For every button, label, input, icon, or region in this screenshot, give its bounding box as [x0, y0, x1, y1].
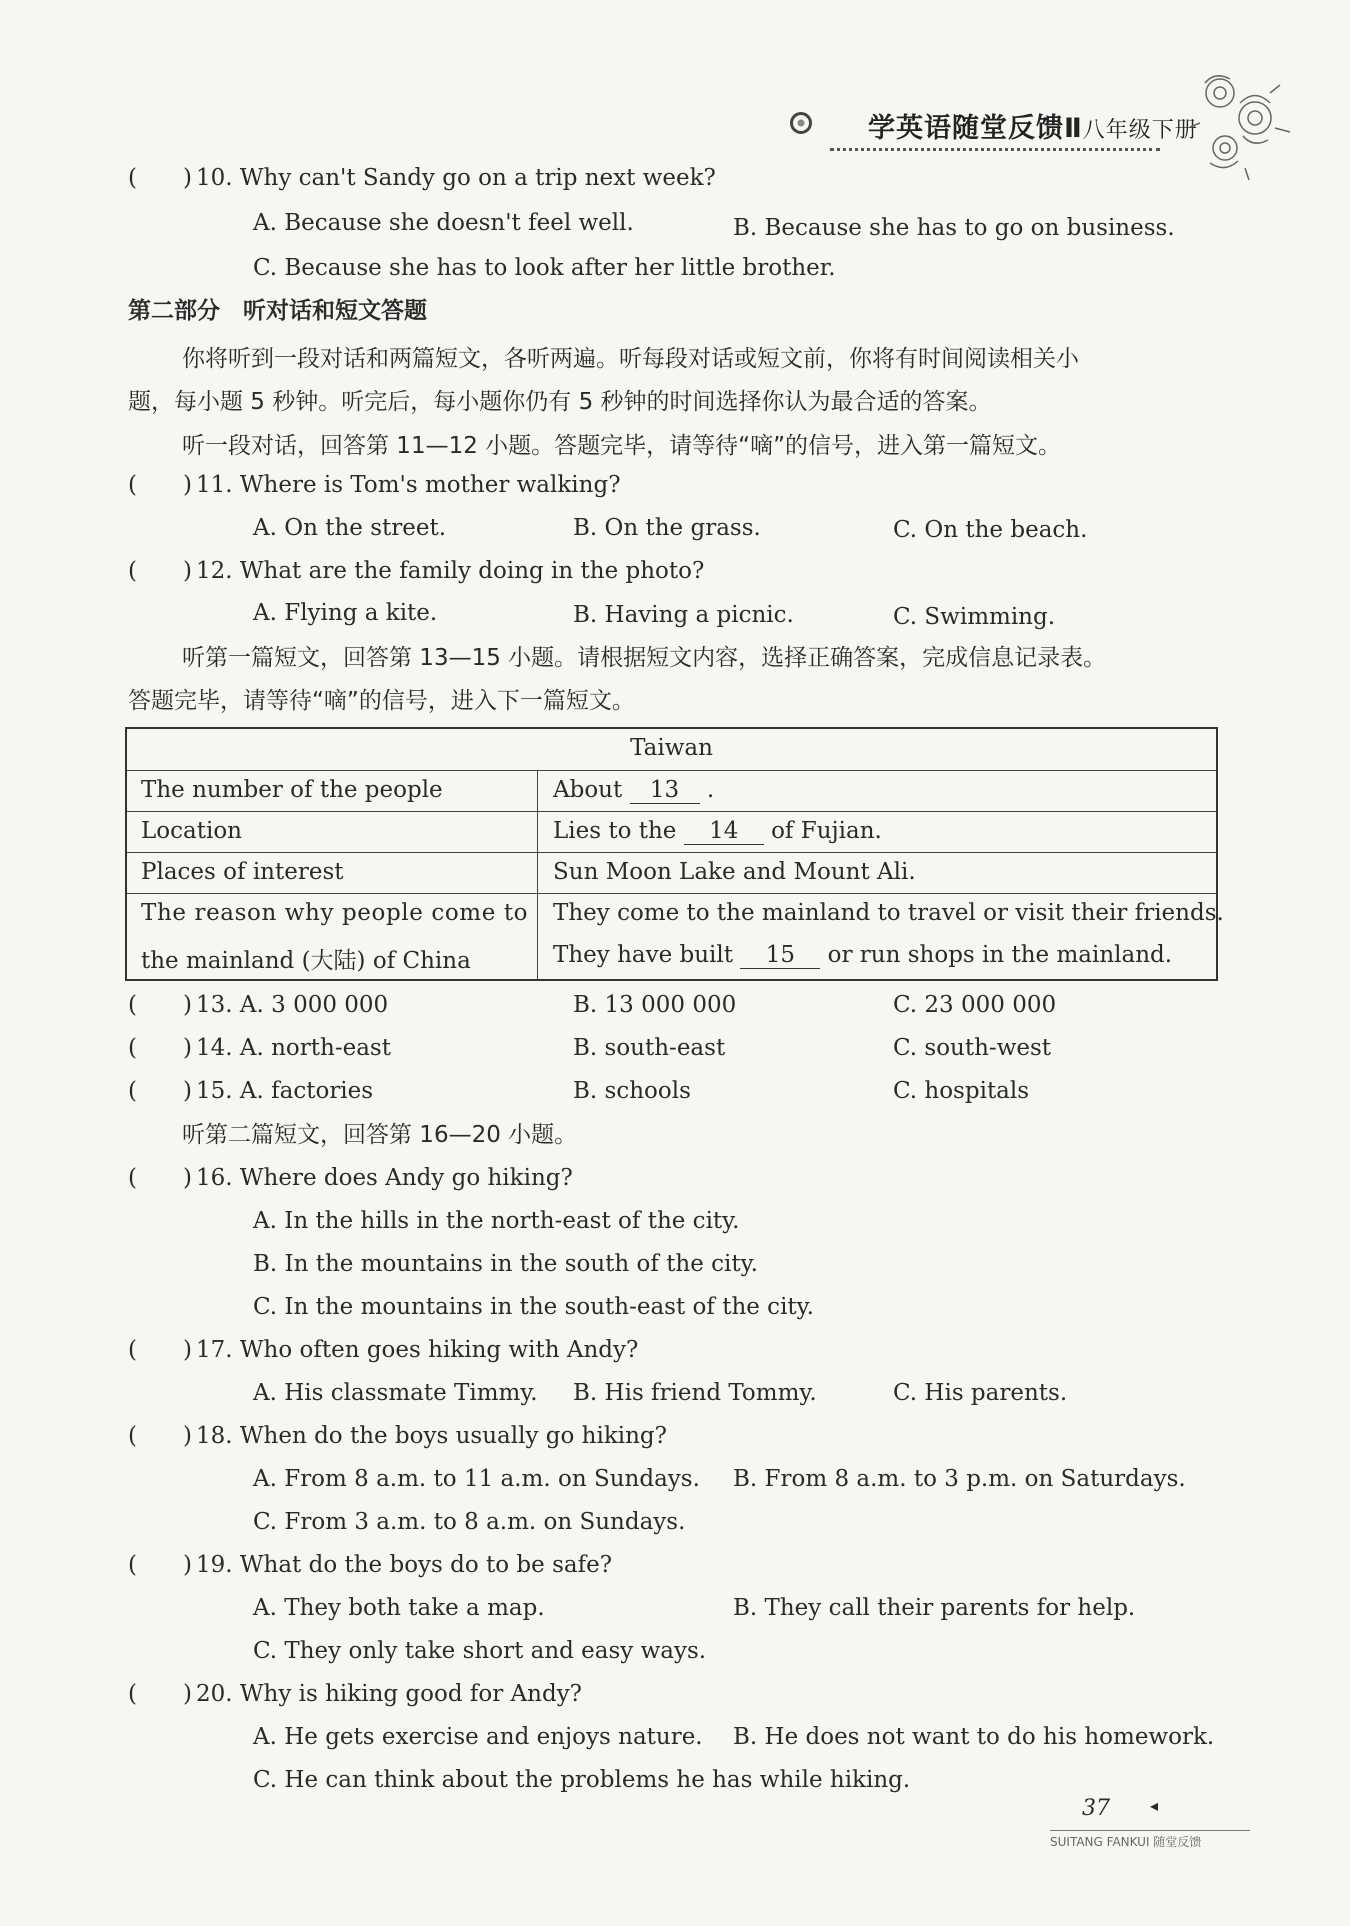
table-row-label: The number of the people: [141, 777, 443, 803]
q18-option-a: A. From 8 a.m. to 11 a.m. on Sundays.: [253, 1466, 700, 1492]
answer-bracket[interactable]: ( ): [128, 1681, 192, 1707]
q14-option-b: B. south-east: [573, 1035, 726, 1061]
question-12: 12. What are the family doing in the photo?: [196, 558, 705, 584]
table-row-value: Sun Moon Lake and Mount Ali.: [553, 859, 916, 885]
page-number: 37: [1082, 1796, 1110, 1821]
q13-option-c: C. 23 000 000: [893, 992, 1057, 1018]
answer-blank-14[interactable]: 14: [684, 818, 764, 845]
q16-option-b: B. In the mountains in the south of the city.: [253, 1251, 758, 1277]
q18-option-c: C. From 3 a.m. to 8 a.m. on Sundays.: [253, 1509, 686, 1535]
q20-option-b: B. He does not want to do his homework.: [733, 1724, 1215, 1750]
table-row-value: About 13 .: [553, 777, 715, 803]
passage2-instruction: 听第二篇短文，回答第 16—20 小题。: [182, 1122, 578, 1148]
q12-option-b: B. Having a picnic.: [573, 602, 794, 628]
table-row-label: Location: [141, 818, 242, 844]
passage1-instruction-2: 答题完毕，请等待“嘀”的信号，进入下一篇短文。: [128, 688, 635, 714]
q20-option-a: A. He gets exercise and enjoys nature.: [253, 1724, 703, 1750]
q19-option-a: A. They both take a map.: [253, 1595, 545, 1621]
q12-option-c: C. Swimming.: [893, 604, 1056, 630]
answer-bracket[interactable]: ( ): [128, 1165, 192, 1191]
question-20: 20. Why is hiking good for Andy?: [196, 1681, 583, 1707]
table-row-label-line-2: the mainland (大陆) of China: [141, 948, 471, 974]
table-row: [127, 770, 1216, 811]
q13-option-b: B. 13 000 000: [573, 992, 737, 1018]
footer-brand: SUITANG FANKUI 随堂反馈: [1050, 1830, 1250, 1850]
header-subtitle: 八年级下册: [1082, 118, 1198, 143]
question-16: 16. Where does Andy go hiking?: [196, 1165, 573, 1191]
answer-bracket[interactable]: ( ): [128, 1078, 192, 1104]
q18-option-b: B. From 8 a.m. to 3 p.m. on Saturdays.: [733, 1466, 1186, 1492]
section-intro-line-1: 你将听到一段对话和两篇短文，各听两遍。听每段对话或短文前，你将有时间阅读相关小: [182, 346, 1079, 372]
passage1-instruction-1: 听第一篇短文，回答第 13—15 小题。请根据短文内容，选择正确答案，完成信息记录表。: [182, 645, 1107, 671]
q16-option-a: A. In the hills in the north-east of the city.: [253, 1208, 740, 1234]
table-row-value: Lies to the 14 of Fujian.: [553, 818, 882, 844]
q19-option-b: B. They call their parents for help.: [733, 1595, 1136, 1621]
answer-bracket[interactable]: ( ): [128, 472, 192, 498]
answer-bracket[interactable]: ( ): [128, 558, 192, 584]
q15-option-c: C. hospitals: [893, 1078, 1030, 1104]
q15-option-b: B. schools: [573, 1078, 691, 1104]
table-title-row: [127, 729, 1216, 770]
answer-blank-13[interactable]: 13: [630, 777, 700, 804]
question-19: 19. What do the boys do to be safe?: [196, 1552, 613, 1578]
table-row: [127, 893, 1224, 979]
q12-option-a: A. Flying a kite.: [253, 600, 438, 626]
dialog-instruction: 听一段对话，回答第 11—12 小题。答题完毕，请等待“嘀”的信号，进入第一篇短文。: [182, 433, 1061, 459]
q17-option-a: A. His classmate Timmy.: [253, 1380, 538, 1406]
question-17: 17. Who often goes hiking with Andy?: [196, 1337, 639, 1363]
table-row-label-line-1: The reason why people come to: [141, 900, 529, 926]
question-11: 11. Where is Tom's mother walking?: [196, 472, 621, 498]
answer-blank-15[interactable]: 15: [740, 942, 820, 969]
q10-option-c: C. Because she has to look after her little brother.: [253, 255, 836, 281]
question-18: 18. When do the boys usually go hiking?: [196, 1423, 667, 1449]
header-bullet-icon: [790, 112, 812, 134]
q16-option-c: C. In the mountains in the south-east of the city.: [253, 1294, 814, 1320]
q14-option-a: 14. A. north-east: [196, 1035, 391, 1061]
table-row-label: Places of interest: [141, 859, 344, 885]
answer-bracket[interactable]: ( ): [128, 1337, 192, 1363]
table-row: [127, 852, 1216, 893]
q11-option-c: C. On the beach.: [893, 517, 1088, 543]
header-dotted-rule: [830, 148, 1160, 151]
q10-option-a: A. Because she doesn't feel well.: [253, 210, 634, 236]
answer-bracket[interactable]: ( ): [128, 165, 192, 191]
q10-option-b: B. Because she has to go on business.: [733, 215, 1175, 241]
q19-option-c: C. They only take short and easy ways.: [253, 1638, 707, 1664]
answer-bracket[interactable]: ( ): [128, 992, 192, 1018]
answer-bracket[interactable]: ( ): [128, 1552, 192, 1578]
q11-option-b: B. On the grass.: [573, 515, 761, 541]
q17-option-b: B. His friend Tommy.: [573, 1380, 817, 1406]
section-title: 第二部分 听对话和短文答题: [128, 298, 427, 324]
q14-option-c: C. south-west: [893, 1035, 1052, 1061]
info-record-table: [125, 727, 1224, 981]
page-header: [790, 102, 1198, 154]
table-title: Taiwan: [630, 735, 713, 761]
section-intro-line-2: 题，每小题 5 秒钟。听完后，每小题你仍有 5 秒钟的时间选择你认为最合适的答案。: [128, 389, 992, 415]
arrow-left-icon: ◂: [1150, 1796, 1159, 1815]
table-row-value-line-2: They have built 15 or run shops in the mainland.: [553, 942, 1173, 968]
flower-ornament-icon: [1185, 68, 1300, 188]
header-title: 学英语随堂反馈Ⅱ八年级下册: [868, 113, 1198, 144]
answer-bracket[interactable]: ( ): [128, 1423, 192, 1449]
table-row: [127, 811, 1216, 852]
q15-option-a: 15. A. factories: [196, 1078, 374, 1104]
q13-option-a: 13. A. 3 000 000: [196, 992, 389, 1018]
answer-bracket[interactable]: ( ): [128, 1035, 192, 1061]
table-row-value-line-1: They come to the mainland to travel or visit their friends.: [553, 900, 1224, 926]
q17-option-c: C. His parents.: [893, 1380, 1068, 1406]
q11-option-a: A. On the street.: [253, 515, 447, 541]
q20-option-c: C. He can think about the problems he has while hiking.: [253, 1767, 911, 1793]
question-10: 10. Why can't Sandy go on a trip next week?: [196, 165, 716, 191]
